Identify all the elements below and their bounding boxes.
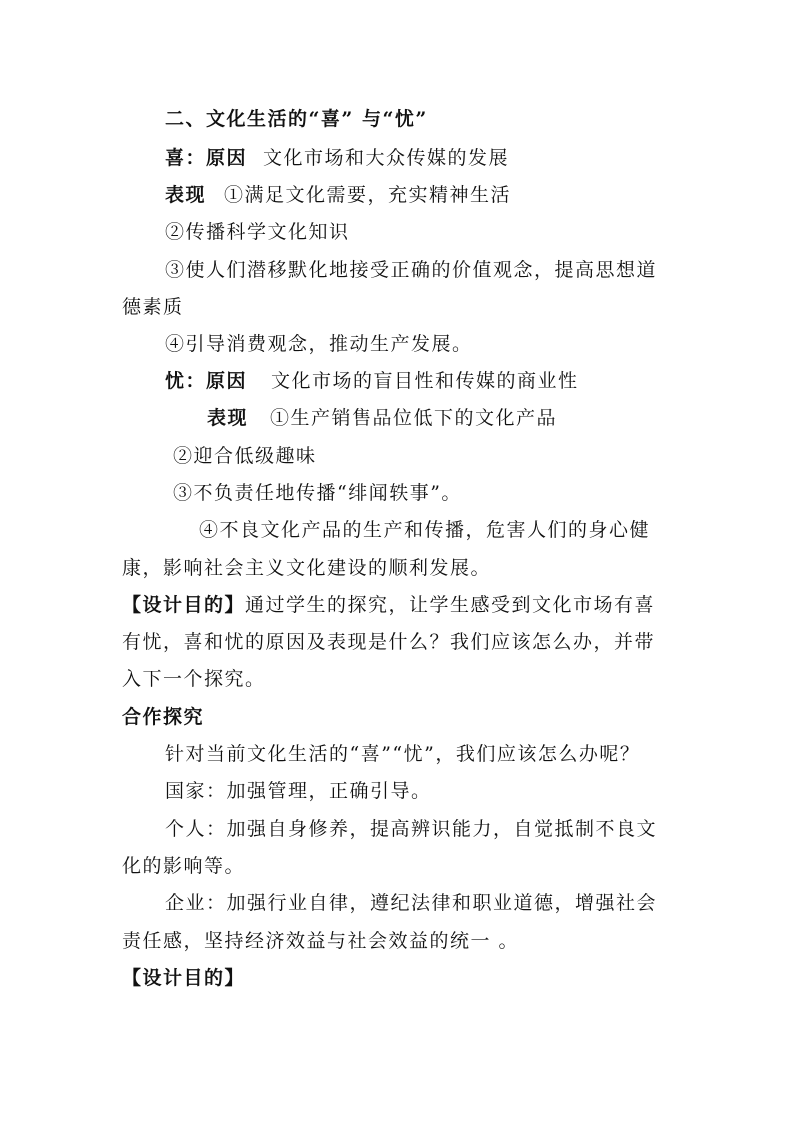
joy-cause-line [165,145,509,171]
cooperation-individual-1: 个人：加强自身修养，提高辨识能力，自觉抵制不良文 [165,818,658,840]
joy-item-3-cont: 德素质 [122,296,184,318]
joy-label: 喜：原因 [165,147,248,169]
worry-item-3: ③不负责任地传播“绯闻轶事”。 [173,482,462,504]
design-purpose-1-label: 【设计目的】 [122,594,246,616]
joy-item-4: ④引导消费观念，推动生产发展。 [165,333,473,355]
design-purpose-1-line-3: 入下一个探究。 [122,668,266,690]
worry-cause-line [165,368,579,394]
worry-manifest-line [207,405,557,431]
cooperation-enterprise-1: 企业：加强行业自律，遵纪法律和职业道德，增强社会 [165,892,658,914]
worry-cause: 文化市场的盲目性和传媒的商业性 [271,370,579,392]
cooperation-country: 国家：加强管理，正确引导。 [165,780,432,802]
design-purpose-1-line-2: 有忧，喜和忧的原因及表现是什么？我们应该怎么办，并带 [122,631,656,653]
cooperation-heading: 合作探究 [122,706,205,728]
section-heading: 二、文化生活的“喜” 与“忧” [165,108,428,130]
worry-manifest-label: 表现 [207,407,249,429]
cooperation-individual-2: 化的影响等。 [122,855,246,877]
joy-item-2: ②传播科学文化知识 [165,221,350,243]
worry-item-4-cont: 康，影响社会主义文化建设的顺利发展。 [122,557,492,579]
joy-manifest-label: 表现 [165,184,207,206]
worry-item-4: ④不良文化产品的生产和传播，危害人们的身心健 [199,519,651,541]
cooperation-question: 针对当前文化生活的“喜”“忧”，我们应该怎么办呢？ [165,743,641,765]
design-purpose-1-text-1: 通过学生的探究，让学生感受到文化市场有喜 [245,594,656,616]
joy-cause: 文化市场和大众传媒的发展 [263,147,510,169]
worry-item-1: ①生产销售品位低下的文化产品 [270,407,558,429]
worry-label: 忧：原因 [165,370,248,392]
joy-item-1: ①满足文化需要，充实精神生活 [224,184,512,206]
design-purpose-1-line-1 [122,592,655,618]
joy-manifest-line [165,182,511,208]
cooperation-enterprise-2: 责任感，坚持经济效益与社会效益的统一 。 [122,930,520,952]
joy-item-3: ③使人们潜移默化地接受正确的价值观念，提高思想道 [165,259,658,281]
worry-item-2: ②迎合低级趣味 [173,445,317,467]
design-purpose-2-label: 【设计目的】 [122,967,246,989]
